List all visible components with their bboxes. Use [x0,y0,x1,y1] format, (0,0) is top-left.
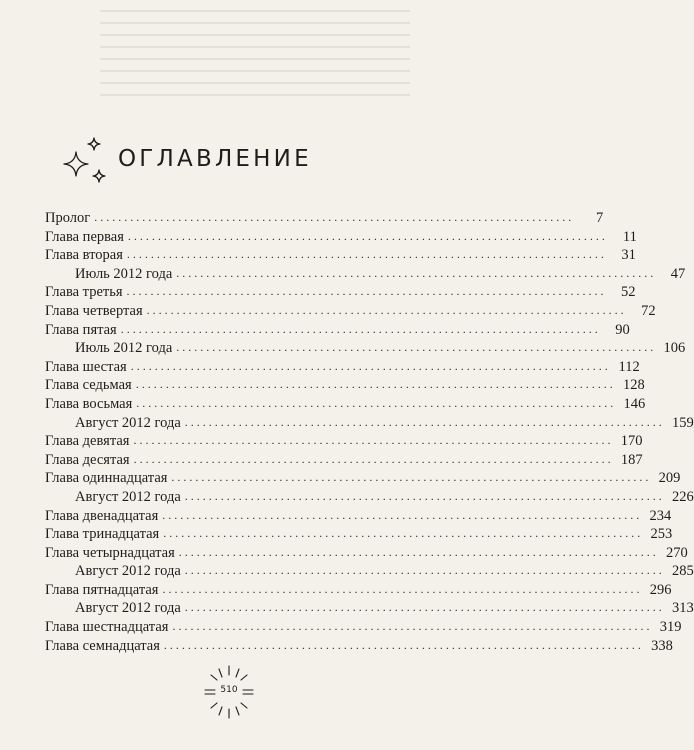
toc-entry-title: Глава девятая [45,433,130,450]
toc-entry [45,618,682,637]
dot-leader: ................................................................................ [133,433,614,448]
toc-entry [45,544,688,563]
dot-leader: ................................................................................ [176,265,657,280]
toc-entry-title: Глава шестая [45,358,127,375]
dot-leader: ................................................................................ [176,340,657,355]
dot-leader: ................................................................................ [133,451,614,466]
toc-entry-page: 187 [620,451,643,468]
toc-entry-title: Глава первая [45,228,124,245]
dot-leader: ................................................................................ [163,637,644,652]
toc-entry [45,581,672,600]
toc-entry-title: Август 2012 года [75,563,181,580]
toc-entry-page: 146 [623,395,646,412]
dot-leader: ................................................................................ [126,247,607,262]
toc-entry-title: Глава пятая [45,321,117,338]
toc-entry-title: Глава пятнадцатая [45,581,159,598]
dot-leader: ................................................................................ [126,284,607,299]
toc-entry-title: Глава семнадцатая [45,637,160,654]
toc-entry-page: 338 [651,637,673,654]
toc-entry [45,451,643,470]
toc-entry [45,432,643,451]
page-folio [201,660,257,724]
toc-entry [45,599,694,618]
toc-entry-page: 319 [659,619,682,636]
toc-entry-title: Глава тринадцатая [45,526,160,543]
toc-header [62,130,422,190]
toc-entry-page: 106 [663,340,686,357]
table-of-contents [45,209,694,655]
toc-entry-page: 285 [672,563,694,580]
dot-leader: ................................................................................ [172,619,653,634]
toc-entry-title: Глава двенадцатая [45,507,159,524]
toc-entry-title: Глава восьмая [45,395,133,412]
toc-entry-page: 72 [641,302,656,319]
dot-leader: ................................................................................ [184,414,665,429]
toc-entry [45,228,637,247]
toc-entry-title: Август 2012 года [75,414,181,431]
dot-leader: ................................................................................ [184,563,665,578]
toc-entry-page: 7 [595,210,604,226]
toc-entry-page: 31 [621,247,636,264]
toc-entry-title: Глава четвертая [45,302,143,319]
toc-entry-page: 159 [672,414,694,431]
toc-entry-page: 128 [622,377,645,394]
toc-entry [45,469,681,488]
toc-entry-page: 90 [615,321,630,338]
toc-entry-page: 52 [621,284,636,301]
toc-entry-page: 47 [670,265,686,282]
toc-entry-title: Глава седьмая [45,377,132,394]
toc-entry-page: 11 [622,228,637,245]
toc-entry [45,562,694,581]
page-title: ОГЛАВЛЕНИЕ [118,146,312,172]
toc-entry [45,637,673,656]
toc-entry-title: Глава одиннадцатая [45,470,168,487]
toc-entry-page: 209 [658,470,681,487]
toc-entry [45,395,646,414]
page-number: 510 [220,685,238,695]
toc-entry [45,246,636,265]
dot-leader: ................................................................................ [184,488,665,503]
toc-entry-page: 226 [672,488,694,505]
toc-entry [45,376,645,395]
show-through-text [20,0,440,150]
toc-entry-page: 170 [620,433,643,450]
toc-entry-title: Август 2012 года [75,488,181,505]
sparkles-icon [62,136,110,188]
toc-entry [45,339,686,358]
toc-entry-title: Глава десятая [45,451,130,468]
toc-entry [45,525,673,544]
dot-leader: ................................................................................ [162,507,643,522]
toc-entry [45,488,694,507]
dot-leader: ................................................................................ [94,210,575,224]
dot-leader: ................................................................................ [171,470,652,485]
toc-entry-title: Июль 2012 года [75,340,173,357]
toc-entry-page: 270 [666,544,688,561]
toc-entry [45,209,604,228]
dot-leader: ................................................................................ [162,581,643,596]
dot-leader: ................................................................................ [178,544,659,559]
toc-entry-title: Июль 2012 года [75,265,173,282]
toc-entry [45,265,686,284]
dot-leader: ................................................................................ [136,395,617,410]
toc-entry-title: Пролог [45,210,91,226]
toc-entry-page: 313 [672,600,694,617]
toc-entry [45,283,636,302]
dot-leader: ................................................................................ [130,358,611,373]
toc-entry-title: Август 2012 года [75,600,181,617]
toc-entry-page: 112 [618,358,640,375]
dot-leader: ................................................................................ [184,600,665,615]
dot-leader: ................................................................................ [146,302,627,317]
toc-entry [45,321,630,340]
toc-entry [45,507,672,526]
toc-entry-page: 296 [649,581,672,598]
dot-leader: ................................................................................ [163,526,644,541]
toc-entry [45,302,656,321]
toc-entry-page: 234 [649,507,672,524]
toc-entry-page: 253 [650,526,673,543]
dot-leader: ................................................................................ [135,377,616,392]
toc-entry-title: Глава четырнадцатая [45,544,175,561]
toc-entry [45,358,640,377]
toc-entry-title: Глава шестнадцатая [45,619,169,636]
dot-leader: ................................................................................ [127,228,608,243]
toc-entry-title: Глава вторая [45,247,123,264]
dot-leader: ................................................................................ [120,321,601,336]
toc-entry [45,414,694,433]
toc-entry-title: Глава третья [45,284,123,301]
